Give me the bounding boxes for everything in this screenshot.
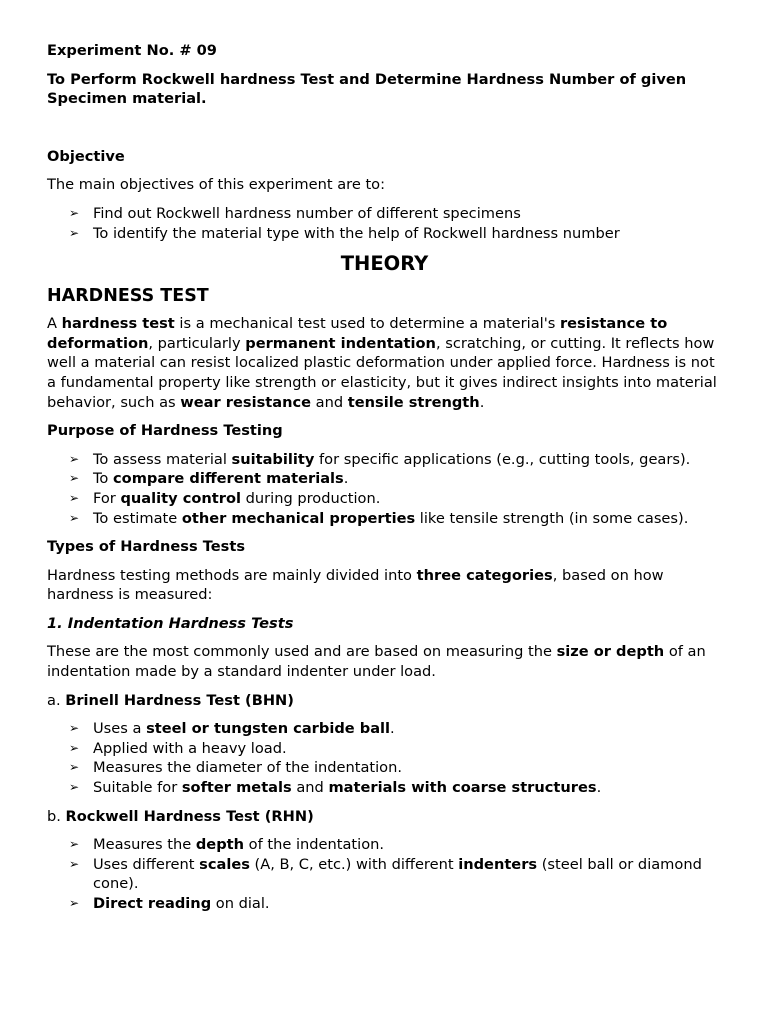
arrow-bullet-icon: ➢ <box>69 510 80 525</box>
list-item: ➢ Direct reading on dial. <box>69 895 270 912</box>
arrow-bullet-icon: ➢ <box>69 856 80 871</box>
experiment-title: To Perform Rockwell hardness Test and Determine Hardness Number of given Specimen material. <box>47 70 687 108</box>
theory-heading: THEORY <box>340 252 429 276</box>
objectives-list <box>47 204 722 243</box>
list-item: ➢ Suitable for softer metals and materials with coarse structures. <box>69 779 602 797</box>
brinell-heading: a. Brinell Hardness Test (BHN) <box>47 691 294 709</box>
arrow-bullet-icon: ➢ <box>69 896 80 910</box>
rockwell-list <box>47 835 722 913</box>
rockwell-heading: b. Rockwell Hardness Test (RHN) <box>47 807 314 825</box>
experiment-number: Experiment No. # 09 <box>47 42 217 59</box>
arrow-bullet-icon: ➢ <box>69 780 80 795</box>
arrow-bullet-icon: ➢ <box>69 490 80 505</box>
list-item: ➢ Applied with a heavy load. <box>69 739 287 757</box>
types-heading: Types of Hardness Tests <box>47 538 246 556</box>
arrow-bullet-icon: ➢ <box>69 721 80 736</box>
arrow-bullet-icon: ➢ <box>69 225 80 240</box>
arrow-bullet-icon: ➢ <box>69 837 80 852</box>
brinell-list <box>47 719 722 797</box>
arrow-bullet-icon: ➢ <box>69 205 80 220</box>
list-item: ➢ To estimate other mechanical properties like tensile strength (in some cases). <box>69 509 689 527</box>
types-paragraph: Hardness testing methods are mainly divided into three categories, based on how hardness is measured: <box>47 566 664 604</box>
purpose-list <box>47 450 722 528</box>
purpose-heading: Purpose of Hardness Testing <box>47 422 283 440</box>
indentation-heading: 1. Indentation Hardness Tests <box>47 614 294 632</box>
hardness-test-heading: HARDNESS TEST <box>47 286 209 307</box>
arrow-bullet-icon: ➢ <box>69 740 80 755</box>
hardness-paragraph: A hardness test is a mechanical test used to determine a material's resistance to deformation, particularly permanent indentation, scratching, or cutting. It reflects how well a material can resist localized plastic deformation under applied force. Hardness is not a fundamental property like strength or elasticity, but it gives indirect insights into material behavior, such as wear resistance and tensile strength. <box>47 315 717 411</box>
arrow-bullet-icon: ➢ <box>69 760 80 775</box>
indentation-paragraph: These are the most commonly used and are based on measuring the size or depth of an indentation made by a standard indenter under load. <box>47 643 706 681</box>
list-item: ➢ Find out Rockwell hardness number of different specimens <box>69 204 521 222</box>
list-item: ➢ To compare different materials. <box>69 470 349 488</box>
list-item: ➢ To assess material suitability for specific applications (e.g., cutting tools, gears). <box>69 450 691 468</box>
list-item: ➢ Measures the diameter of the indentation. <box>69 759 402 777</box>
arrow-bullet-icon: ➢ <box>69 451 80 466</box>
list-item: ➢ Uses different scales (A, B, C, etc.) with different indenters (steel ball or diamond cone). <box>69 855 702 893</box>
list-item: ➢ Uses a steel or tungsten carbide ball. <box>69 720 395 738</box>
objective-heading: Objective <box>47 147 125 165</box>
arrow-bullet-icon: ➢ <box>69 471 80 486</box>
list-item: ➢ To identify the material type with the help of Rockwell hardness number <box>69 224 620 242</box>
list-item: ➢ For quality control during production. <box>69 489 381 507</box>
list-item: ➢ Measures the depth of the indentation. <box>69 836 385 854</box>
objective-intro: The main objectives of this experiment are to: <box>47 176 386 194</box>
